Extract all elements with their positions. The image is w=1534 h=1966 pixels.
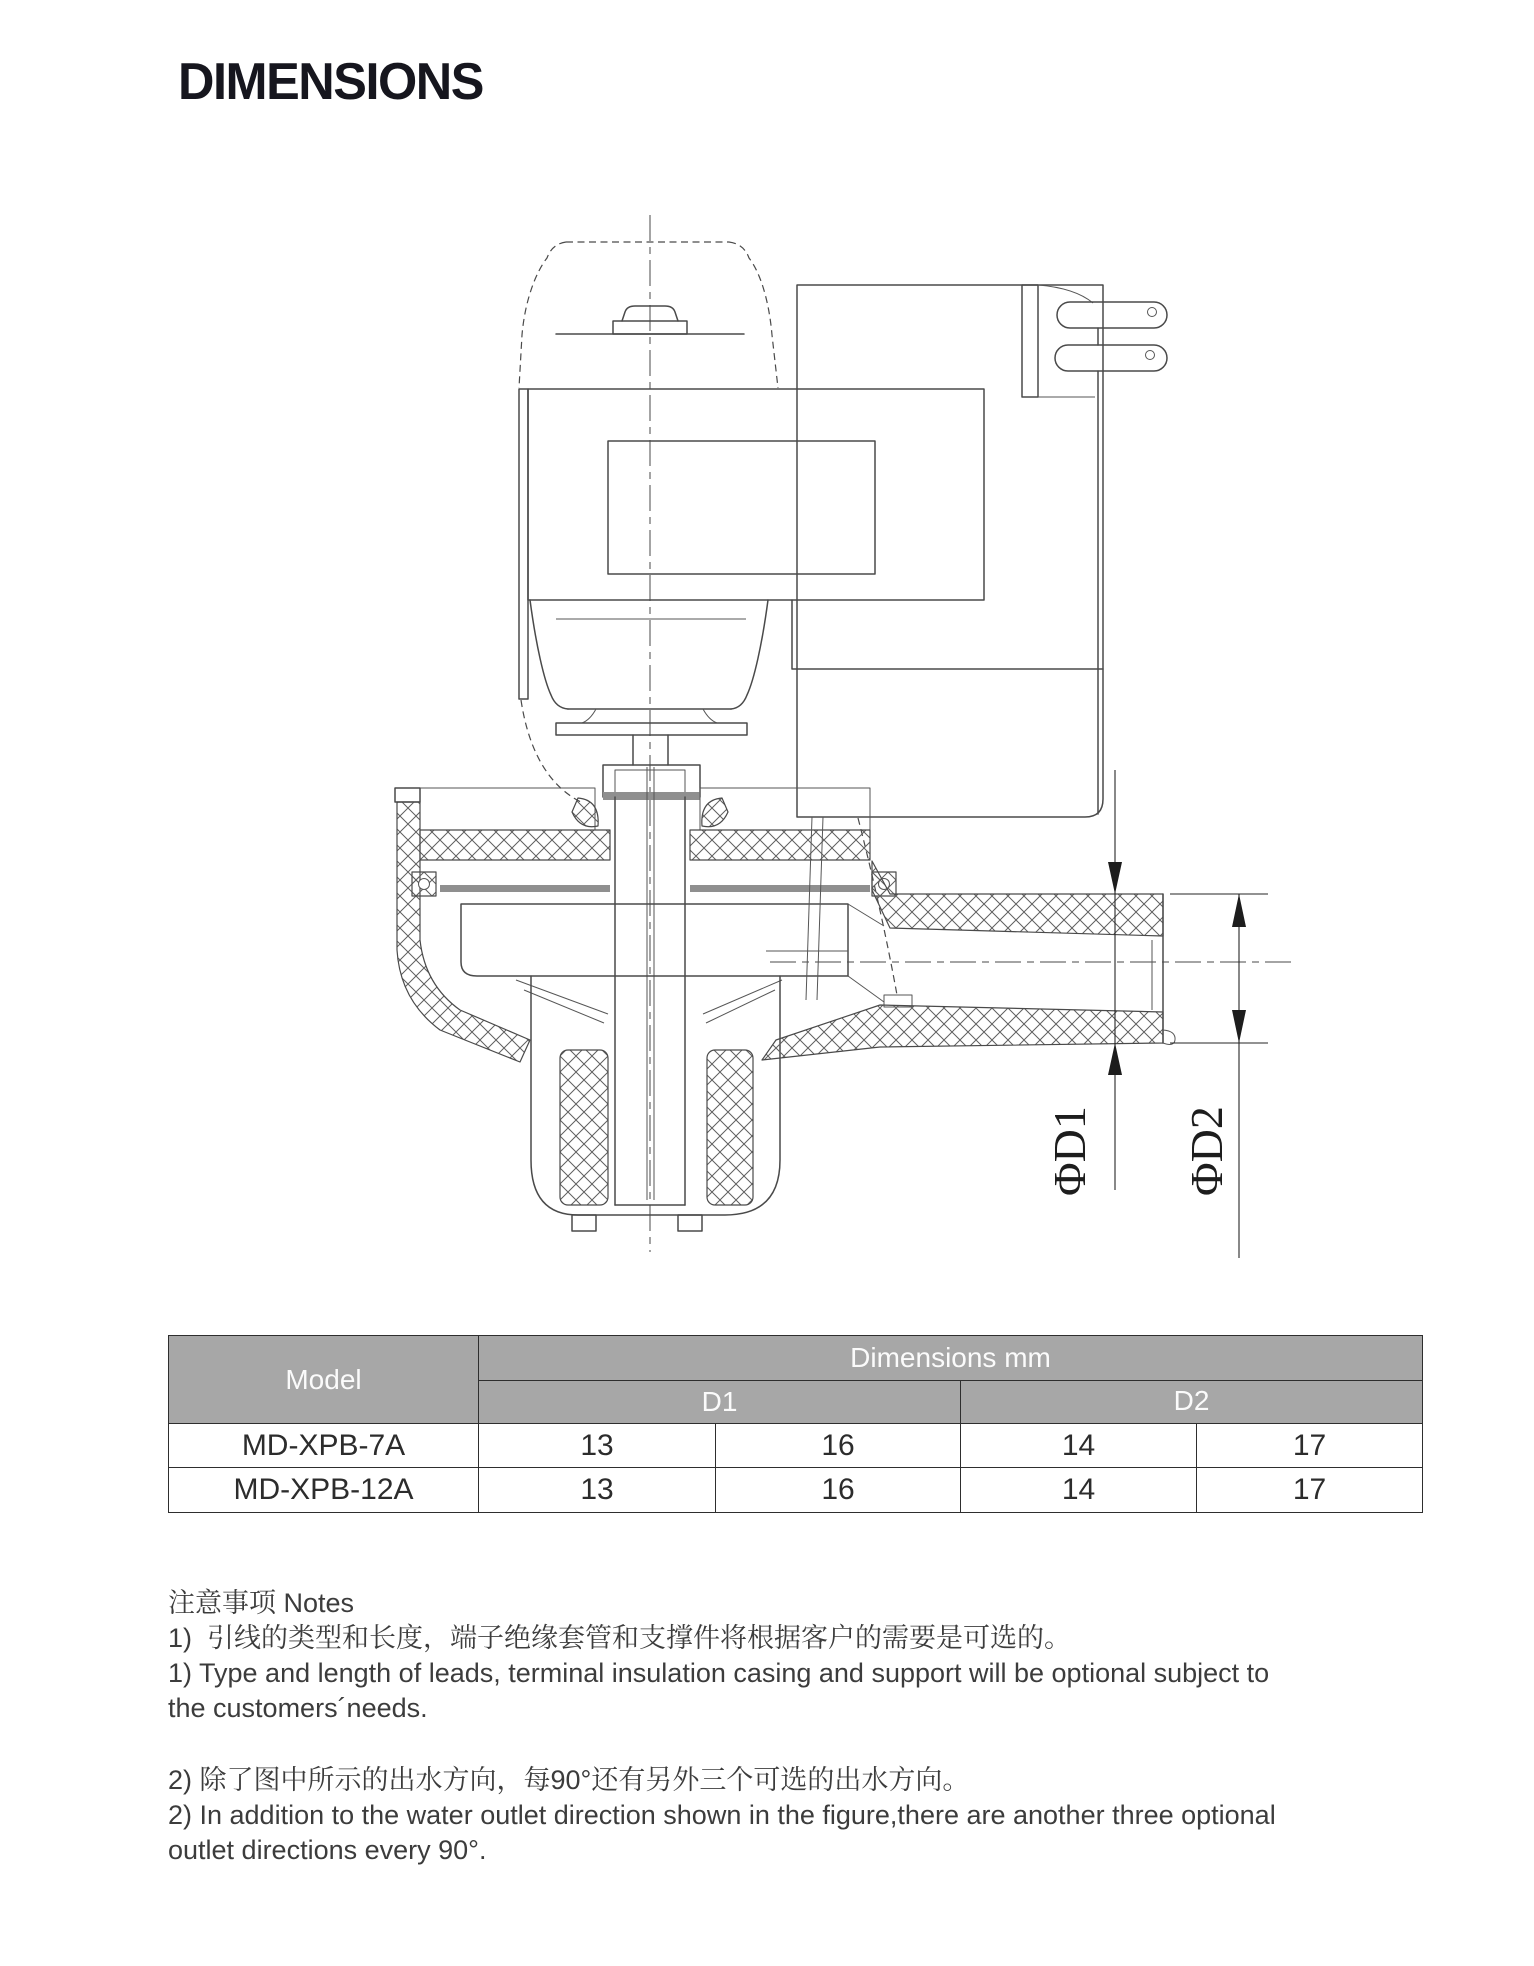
lead-terminals	[1055, 302, 1167, 814]
note1-en-line1: 1) Type and length of leads, terminal insulation casing and support will be optional subject to	[168, 1658, 1270, 1688]
terminal-pill-2	[1055, 345, 1167, 371]
header-d2: D2	[961, 1381, 1423, 1424]
note2-en-line2: outlet directions every 90°.	[168, 1835, 487, 1865]
value-cell: 13	[479, 1468, 716, 1513]
value-cell: 17	[1197, 1468, 1423, 1513]
nameplate	[608, 441, 875, 574]
dimension-d2	[1170, 894, 1268, 1258]
header-d1: D1	[479, 1381, 961, 1424]
header-model: Model	[169, 1336, 479, 1424]
model-cell: MD-XPB-12A	[169, 1468, 479, 1513]
value-cell: 14	[961, 1424, 1197, 1468]
terminal-bracket	[1022, 285, 1038, 397]
dimension-d1	[1044, 770, 1122, 1196]
coil-cone	[530, 600, 768, 723]
note2-zh: 2) 除了图中所示的出水方向，每90°还有另外三个可选的出水方向。	[168, 1765, 970, 1795]
dimensions-table	[168, 1335, 1423, 1513]
label-phi-d2: ΦD2	[1181, 1106, 1232, 1196]
value-cell: 14	[961, 1468, 1197, 1513]
bottom-cup	[531, 976, 780, 1231]
notes-section	[168, 1586, 1368, 1868]
note2-en-line1: 2) In addition to the water outlet direction shown in the figure,there are another three optional	[168, 1800, 1276, 1830]
page-title: DIMENSIONS	[178, 53, 483, 111]
terminal-pill-1	[1057, 302, 1167, 328]
value-cell: 17	[1197, 1424, 1423, 1468]
coil-body	[519, 389, 1103, 699]
header-dimensions-mm: Dimensions mm	[479, 1336, 1423, 1381]
value-cell: 16	[716, 1468, 961, 1513]
model-cell: MD-XPB-7A	[169, 1424, 479, 1468]
table-row	[169, 1468, 1423, 1513]
value-cell: 16	[716, 1424, 961, 1468]
label-phi-d1: ΦD1	[1044, 1106, 1095, 1196]
valve-technical-drawing	[280, 160, 1340, 1280]
note1-zh: 1) 引线的类型和长度，端子绝缘套管和支撑件将根据客户的需要是可选的。	[168, 1623, 1072, 1653]
value-cell: 13	[479, 1424, 716, 1468]
note1-en-line2: the customers´needs.	[168, 1693, 428, 1723]
notes-heading: 注意事项 Notes	[168, 1588, 355, 1618]
left-rim	[395, 788, 530, 1062]
table-row	[169, 1424, 1423, 1468]
valve-chamber	[461, 904, 884, 1023]
